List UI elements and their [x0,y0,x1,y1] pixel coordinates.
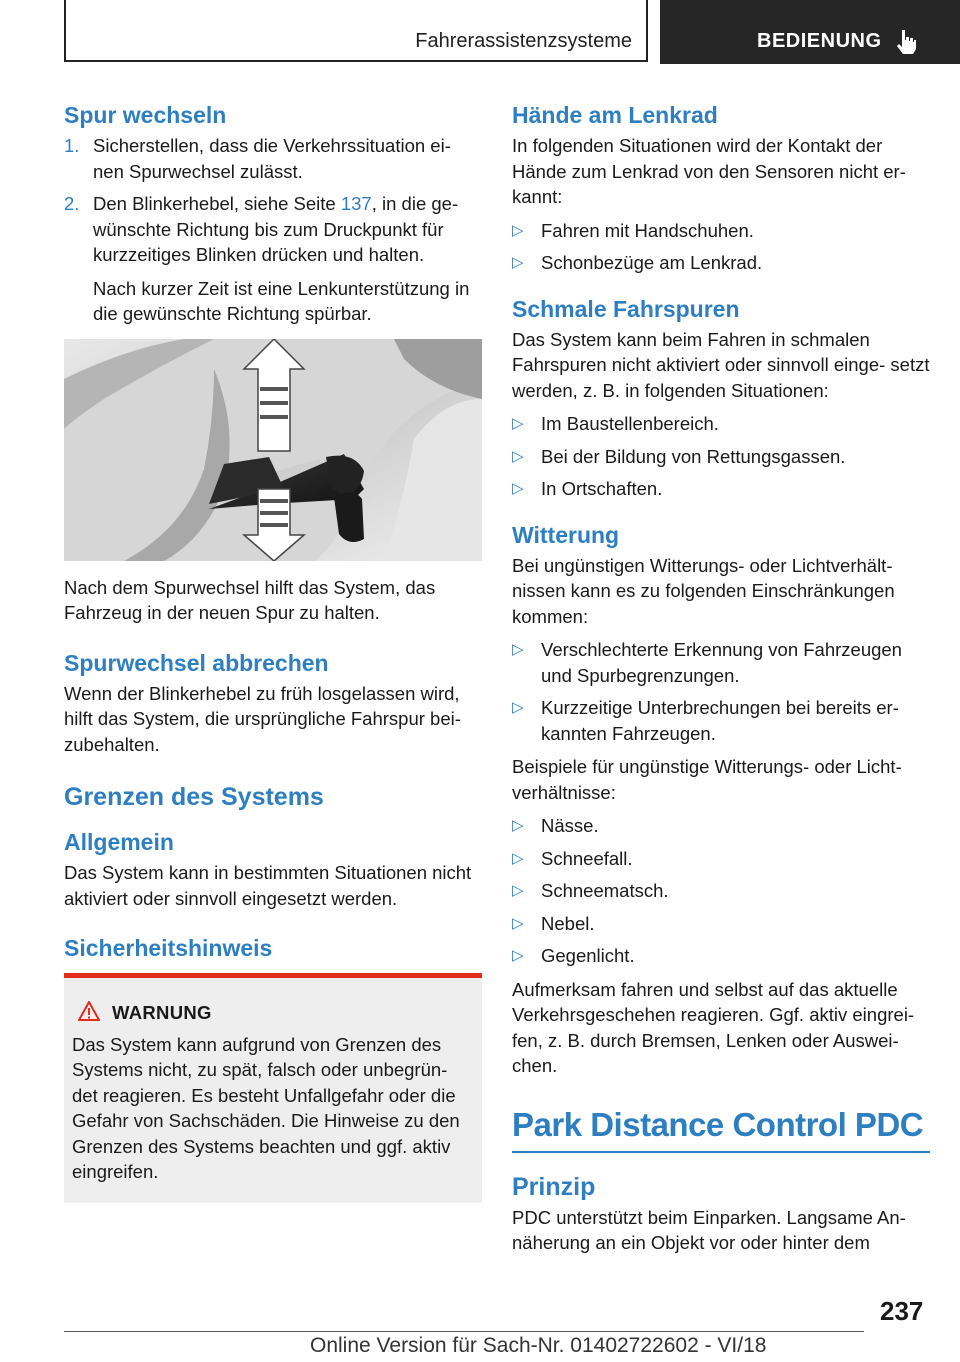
warning-box [64,973,482,1203]
warning-title-row [72,1000,472,1026]
heading-sicherheitshinweis: Sicherheitshinweis [64,935,273,961]
step-number: 1. [64,135,80,156]
witterung-closing: Aufmerksam fahren und selbst auf das aktuelle Verkehrsgeschehen reagieren. Ggf. aktiv eingrei‐ fen, z. B. durch Bremsen, Lenken oder Auswei‐ chen. [512,978,915,1076]
list-item-text: Bei der Bildung von Rettungsgassen. [541,445,846,467]
section-title: Fahrerassistenzsysteme [415,30,632,52]
triangle-bullet-icon: ▷ [512,221,524,239]
turn-signal-lever-photo [64,339,482,561]
witterung-bullet-list [512,637,930,746]
step-text-after: , in die ge‐ wünschte Richtung bis zum Druckpunkt für kurzzeitiges Blinken drücken und halten. [93,193,459,265]
left-column [64,100,482,1203]
list-item [512,250,930,276]
heading-spurwechsel-abbrechen: Spurwechsel abbrechen [64,649,329,676]
allgemein-text: Das System kann in bestimmten Situationen nicht aktiviert oder sinnvoll eingesetzt werden. [64,862,472,909]
schmale-bullet-list [512,411,930,502]
list-item-text: Fahren mit Handschuhen. [541,219,754,241]
triangle-bullet-icon: ▷ [512,480,524,497]
list-item [512,846,930,872]
triangle-bullet-icon: ▷ [512,447,524,465]
haende-bullet-list [512,218,930,276]
triangle-bullet-icon: ▷ [512,817,524,834]
heading-witterung: Witterung [512,521,620,548]
right-column [512,100,930,1264]
triangle-bullet-icon: ▷ [512,641,524,658]
list-item-text: Schneefall. [541,847,633,869]
list-item [512,878,930,904]
triangle-bullet-icon: ▷ [512,947,524,964]
list-item [512,218,930,244]
step-item [64,133,482,184]
list-item [512,411,930,437]
warning-title: WARNUNG [112,1002,212,1023]
warning-triangle-icon [78,1001,100,1021]
triangle-bullet-icon: ▷ [512,699,524,716]
step-text: Sicherstellen, dass die Verkehrssituation ei‐ nen Spurwechsel zulässt. [93,135,451,182]
heading-allgemein: Allgemein [64,829,174,855]
triangle-bullet-icon: ▷ [512,914,524,932]
list-item-text: Schneematsch. [541,880,669,901]
list-item [512,637,930,688]
triangle-bullet-icon: ▷ [512,882,524,899]
heading-grenzen: Grenzen des Systems [64,783,324,811]
list-item [512,943,930,969]
list-item [512,911,930,937]
heading-park-distance-control: Park Distance Control PDC [512,1105,930,1153]
footer-text: Online Version für Sach-Nr. 01402722602 - VI/18 [310,1334,767,1357]
list-item-text: Nässe. [541,815,599,836]
list-item [512,695,930,746]
chapter-title: BEDIENUNG [757,30,882,52]
list-item-text: Verschlechterte Erkennung von Fahrzeugen und Spurbegrenzungen. [541,639,902,686]
examples-bullet-list [512,813,930,969]
examples-intro: Beispiele für ungünstige Witterungs- oder Licht‐ verhältnisse: [512,756,902,803]
heading-haende-am-lenkrad: Hände am Lenkrad [512,102,718,128]
page-number: 237 [880,1296,924,1326]
page-reference-link[interactable]: 137 [340,193,372,214]
triangle-bullet-icon: ▷ [512,849,524,867]
step-note: Nach kurzer Zeit ist eine Lenkunterstützung in die gewünschte Richtung spürbar. [93,277,470,324]
abbrechen-text: Wenn der Blinkerhebel zu früh losgelassen wird, hilft das System, die ursprüngliche Fahrspur bei‐ zubehalten. [64,682,461,755]
schmale-text: Das System kann beim Fahren in schmalen Fahrspuren nicht aktiviert oder sinnvoll einge‐ setzt werden, z. B. in folgenden Situationen: [512,328,930,401]
heading-spur-wechseln: Spur wechseln [64,102,227,128]
list-item-text: Nebel. [541,912,595,934]
step-text-before: Den Blinkerhebel, siehe Seite [93,193,341,214]
step-list [64,133,482,268]
list-item-text: In Ortschaften. [541,478,663,499]
step-number: 2. [64,193,80,214]
hand-pointer-icon [896,28,918,54]
list-item-text: Im Baustellenbereich. [541,413,719,434]
haende-text: In folgenden Situationen wird der Kontakt der Hände zum Lenkrad von den Sensoren nicht er‐ kannt: [512,135,906,207]
witterung-text: Bei ungünstigen Witterungs- oder Lichtverhält‐ nissen kann es zu folgenden Einschränkungen kommen: [512,554,895,627]
heading-schmale-fahrspuren: Schmale Fahrspuren [512,295,740,322]
list-item-text: Schonbezüge am Lenkrad. [541,252,763,273]
prinzip-text: PDC unterstützt beim Einparken. Langsame An‐ näherung an ein Objekt vor oder hinter dem [512,1206,906,1253]
list-item [512,444,930,470]
warning-text: Das System kann aufgrund von Grenzen des Systems nicht, zu spät, falsch oder unbegrün‐ det reagieren. Es besteht Unfallgefahr oder die Gefahr von Sachschäden. Die Hinweise zu den Grenzen des Systems beachten und ggf. aktiv eingreifen. [72,1033,460,1182]
heading-prinzip: Prinzip [512,1172,596,1201]
list-item-text: Kurzzeitige Unterbrechungen bei bereits er‐ kannten Fahrzeugen. [541,697,899,744]
after-image-text: Nach dem Spurwechsel hilft das System, das Fahrzeug in der neuen Spur zu halten. [64,576,436,623]
footer-divider [64,1331,864,1332]
header-chapter-tab[interactable] [660,0,960,64]
list-item [512,813,930,839]
list-item [512,476,930,502]
triangle-bullet-icon: ▷ [512,254,524,271]
list-item-text: Gegenlicht. [541,945,635,966]
step-item [64,191,482,268]
header-section-box [64,0,648,62]
triangle-bullet-icon: ▷ [512,415,524,432]
